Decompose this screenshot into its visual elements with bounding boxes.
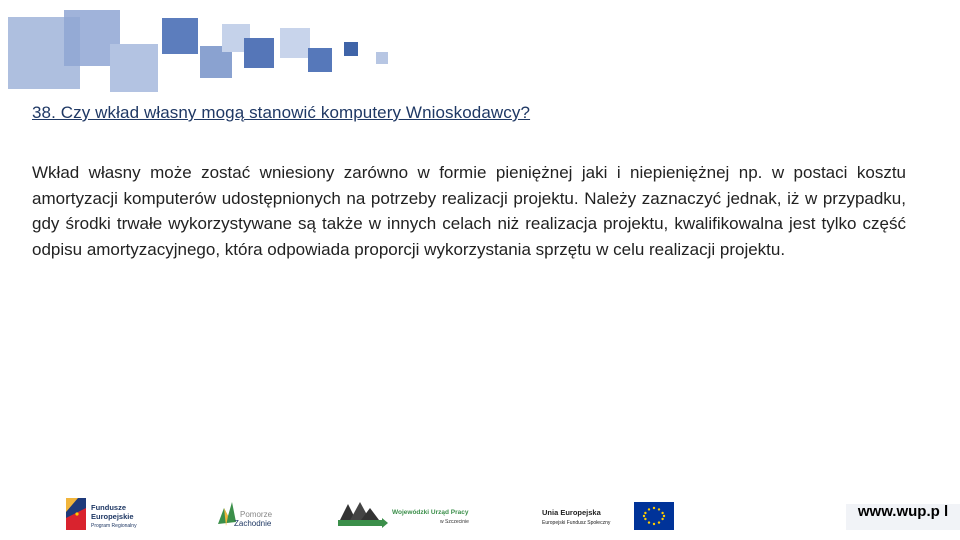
logo-pomorze-line2: Zachodnie — [234, 519, 272, 528]
logo-fundusze-line3: Program Regionalny — [91, 523, 137, 529]
logo-fundusze-line2: Europejskie — [91, 512, 134, 521]
logo-ue-line2: Europejski Fundusz Społeczny — [542, 520, 611, 526]
answer-text: Wkład własny może zostać wniesiony zarówno w formie pieniężnej jaki i niepieniężnej np. w postaci kosztu amortyzacji komputerów udostępnionych na potrzeby realizacji projektu. Należy zaznaczyć jednak, iż w przypadku, gdy środki trwałe wykorzystywane są także w innych celach niż realizacja projektu, kwalifikowalna jest tylko część odpisu amortyzacyjnego, która odpowiada proporcji wykorzystania sprzętu w celu realizacji projektu. — [32, 163, 906, 259]
question-heading: 38. Czy wkład własny mogą stanowić komputery Wnioskodawcy? — [32, 103, 531, 122]
wup-szczecin-logo — [336, 490, 482, 540]
fundusze-europejskie-logo — [64, 490, 174, 540]
pomorze-zachodnie-logo — [214, 490, 284, 540]
website-link[interactable]: www.wup.p l — [846, 504, 960, 530]
logo-wup-line2: w Szczecinie — [440, 519, 469, 525]
unia-europejska-logo — [538, 490, 678, 540]
logo-ue-line1: Unia Europejska — [542, 508, 601, 517]
footer-logos — [0, 490, 960, 540]
logo-pomorze-line1: Pomorze — [240, 510, 273, 519]
logo-wup-line1: Wojewódzki Urząd Pracy — [392, 509, 469, 516]
logo-fundusze-line1: Fundusze — [91, 503, 126, 512]
eu-flag-icon — [634, 502, 674, 530]
